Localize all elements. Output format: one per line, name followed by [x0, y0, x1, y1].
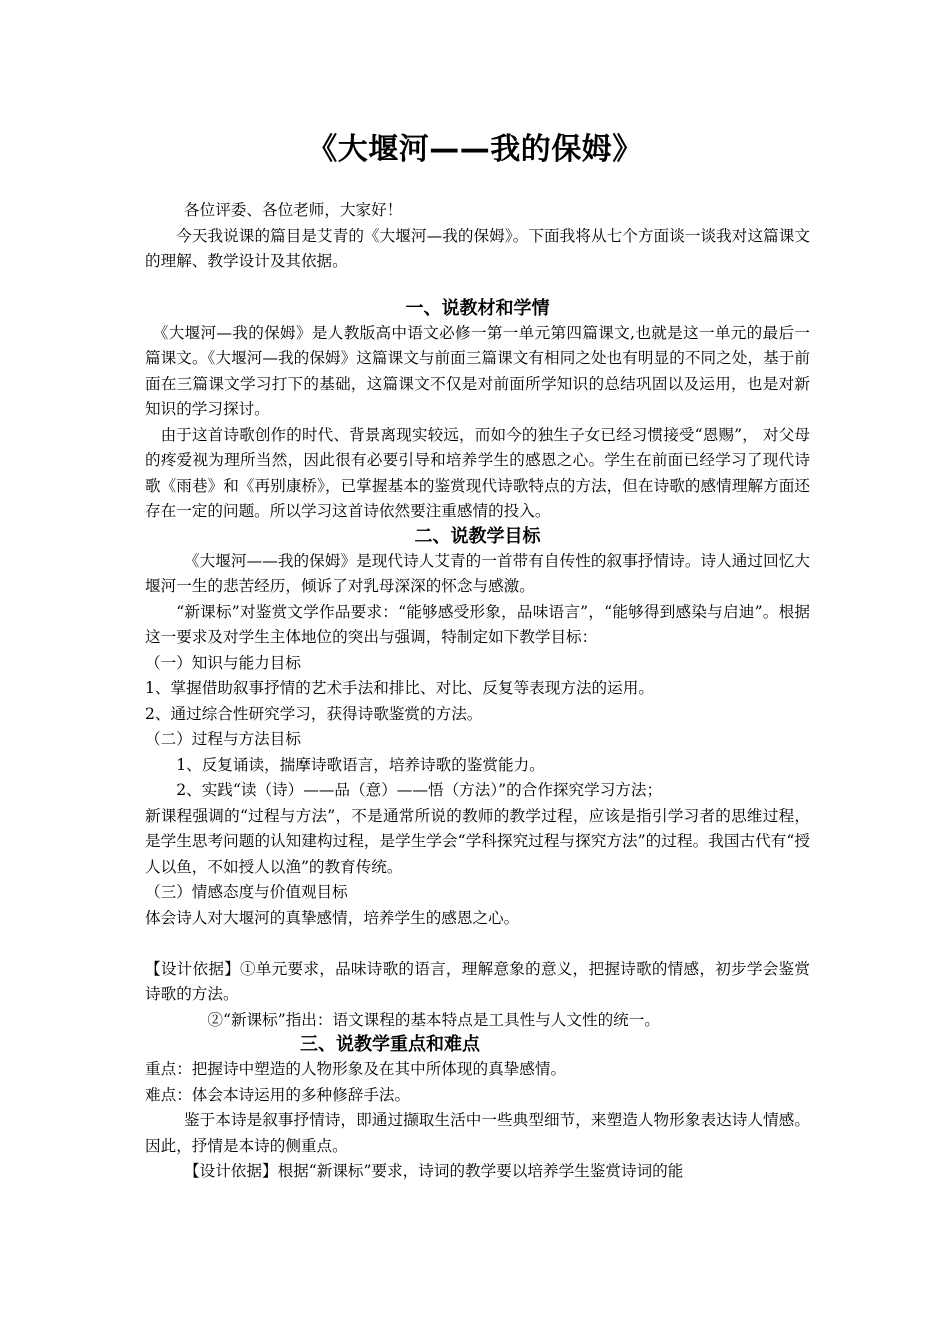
- goal-emotion-title: （三）情感态度与价值观目标: [145, 883, 348, 901]
- goal-process-item-2: 2、实践“读（诗）——品（意）——悟（方法）”的合作探究学习方法；: [176, 781, 663, 799]
- key-point: 重点：把握诗中塑造的人物形象及在其中所体现的真挚感情。: [145, 1060, 567, 1078]
- design-basis-1: 【设计依据】①单元要求，品味诗歌的语言，理解意象的意义，把握诗歌的情感，初步学会鉴赏诗歌的方法。: [145, 959, 810, 1003]
- section-heading-objectives: 二、说教学目标: [414, 525, 541, 547]
- key-points-paragraph: 鉴于本诗是叙事抒情诗，即通过撷取生活中一些典型细节，来塑造人物形象表达诗人情感。因此，抒情是本诗的侧重点。: [145, 1111, 810, 1155]
- blank-line: [145, 931, 810, 957]
- objectives-paragraph-1: 《大堰河——我的保姆》是现代诗人艾青的一首带有自传性的叙事抒情诗。诗人通过回忆大堰河一生的悲苦经历，倾诉了对乳母深深的怀念与感激。: [145, 551, 810, 595]
- design-basis-3: 【设计依据】根据“新课标”要求，诗词的教学要以培养学生鉴赏诗词的能: [184, 1162, 684, 1180]
- document-title: 《大堰河——我的保姆》: [307, 132, 643, 167]
- materials-paragraph-2: 由于这首诗歌创作的时代、背景离现实较远，而如今的独生子女已经习惯接受“恩赐”， 对父母的疼爱视为理所当然，因此很有必要引导和培养学生的感恩之心。学生在前面已经学习了现代诗歌《雨巷》和《再别康桥》，已掌握基本的鉴赏现代诗歌特点的方法，但在诗歌的感情理解方面还存在一定的问题。所以学习这首诗依然要注重感情的投入。: [145, 425, 810, 520]
- section-heading-materials: 一、说教材和学情: [405, 297, 550, 319]
- difficulty: 难点：体会本诗运用的多种修辞手法。: [145, 1085, 411, 1104]
- document-body: [145, 198, 810, 1185]
- goal-knowledge-item-1: 1、掌握借助叙事抒情的艺术手法和排比、对比、反复等表现方法的运用。: [145, 679, 654, 697]
- materials-paragraph-1: 《大堰河—我的保姆》是人教版高中语文必修一第一单元第四篇课文,也就是这一单元的最后一篇课文。《大堰河—我的保姆》这篇课文与前面三篇课文有相同之处也有明显的不同之处，基于前面在三篇课文学习打下的基础，这篇课文不仅是对前面所学知识的总结巩固以及运用，也是对新知识的学习探讨。: [145, 323, 810, 418]
- design-basis-2: ②“新课标”指出：语文课程的基本特点是工具性与人文性的统一。: [207, 1010, 660, 1029]
- goal-knowledge-item-2: 2、通过综合性研究学习，获得诗歌鉴赏的方法。: [145, 704, 483, 723]
- goal-process-title: （二）过程与方法目标: [145, 730, 301, 748]
- goal-knowledge-title: （一）知识与能力目标: [145, 653, 301, 672]
- intro-paragraph: 今天我说课的篇目是艾青的《大堰河—我的保姆》。下面我将从七个方面谈一谈我对这篇课文的理解、教学设计及其依据。: [145, 226, 810, 270]
- goal-process-note: 新课程强调的“过程与方法”，不是通常所说的教师的教学过程，应该是指引学习者的思维过程，是学生思考问题的认知建构过程，是学生学会“学科探究过程与探究方法”的过程。我国古代有“授人以鱼，不如授人以渔”的教育传统。: [145, 806, 810, 876]
- goal-emotion-text: 体会诗人对大堰河的真挚感情，培养学生的感恩之心。: [145, 908, 520, 927]
- goal-process-item-1: 1、反复诵读，揣摩诗歌语言，培养诗歌的鉴赏能力。: [176, 755, 545, 774]
- objectives-paragraph-2: “新课标”对鉴赏文学作品要求：“能够感受形象，品味语言”，“能够得到感染与启迪”。根据这一要求及对学生主体地位的突出与强调，特制定如下教学目标：: [145, 602, 810, 646]
- greeting: 各位评委、各位老师，大家好！: [184, 201, 403, 219]
- section-heading-key-points: 三、说教学重点和难点: [300, 1034, 480, 1055]
